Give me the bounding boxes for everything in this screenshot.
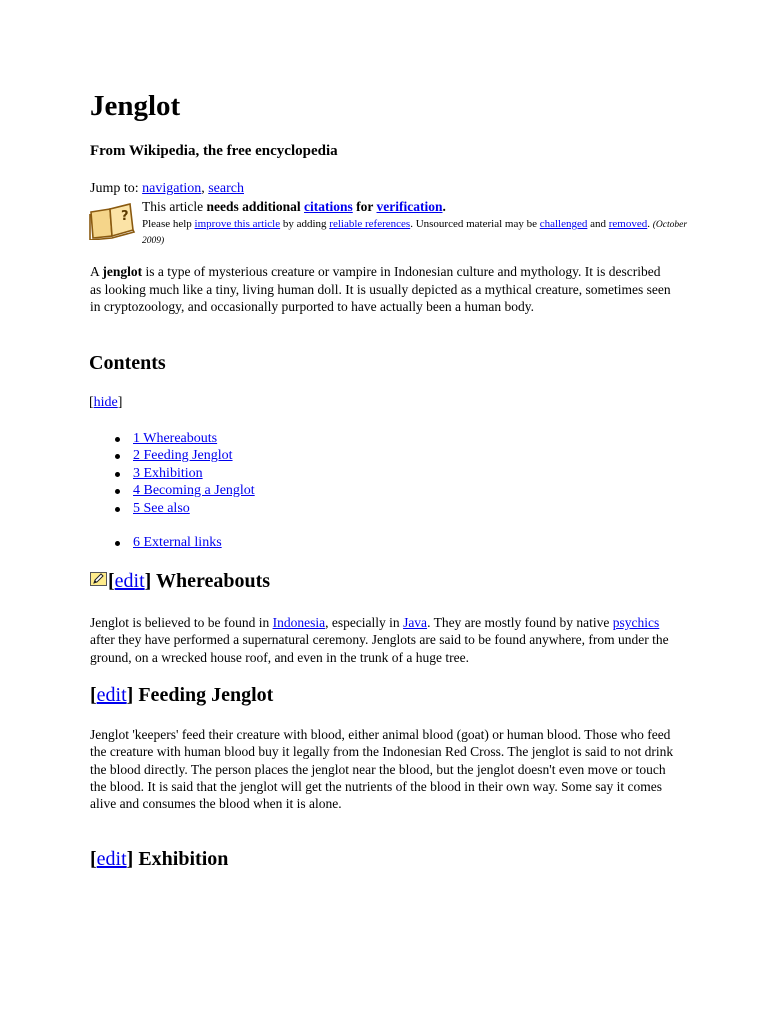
removed-link[interactable]: removed	[608, 218, 648, 230]
toc-bracket: ]	[117, 395, 123, 410]
paragraph-text: . They are mostly found by native	[427, 615, 613, 630]
toc-toggle	[89, 395, 122, 411]
toc-link-feeding-jenglot[interactable]: 2 Feeding Jenglot	[133, 448, 233, 464]
edit-bracket: [	[90, 684, 97, 706]
toc-link-see-also[interactable]: 5 See also	[133, 500, 190, 516]
toc-item	[133, 534, 255, 551]
notice-bold-for: for	[352, 199, 377, 214]
whereabouts-paragraph	[90, 614, 678, 666]
table-of-contents	[133, 430, 255, 552]
notice-date: (October 2009)	[142, 220, 688, 246]
notice-help-text: by adding	[280, 218, 330, 230]
notice-help-text: .	[647, 218, 653, 230]
intro-term: jenglot	[102, 264, 143, 279]
search-link[interactable]: search	[208, 181, 244, 196]
section-heading-whereabouts	[90, 570, 270, 593]
paragraph-text: Jenglot is believed to be found in	[90, 615, 273, 630]
psychics-link[interactable]: psychics	[612, 615, 660, 630]
svg-text:?: ?	[121, 209, 129, 224]
section-heading-exhibition	[90, 848, 228, 871]
toc-item	[133, 447, 255, 464]
jump-prefix: Jump to:	[90, 181, 143, 196]
notice-help-text: . Unsourced material may be	[410, 218, 540, 230]
toc-item	[133, 430, 255, 447]
reliable-references-link[interactable]: reliable references	[329, 218, 411, 230]
improve-article-link[interactable]: improve this article	[194, 218, 281, 230]
edit-link-exhibition[interactable]: edit	[96, 848, 127, 870]
contents-heading: Contents	[89, 352, 166, 374]
edit-bracket: ]	[126, 684, 139, 706]
toc-item	[133, 482, 255, 499]
java-link[interactable]: Java	[403, 615, 428, 630]
navigation-link[interactable]: navigation	[142, 181, 202, 196]
jump-sep: ,	[201, 181, 209, 196]
challenged-link[interactable]: challenged	[539, 218, 588, 230]
notice-main-line	[142, 199, 446, 215]
intro-text: A	[90, 264, 103, 279]
jump-to	[90, 181, 244, 197]
toc-item	[133, 500, 255, 517]
intro-text: is a type of mysterious creature or vampire in Indonesian culture and mythology. It is described as looking much like a tiny, living human doll. It is usually depicted as a mythical creature, sometimes seen in cryptozoology, and occasionally purported to have actually been a human body.	[90, 264, 671, 314]
page-title: Jenglot	[90, 90, 181, 122]
edit-link-whereabouts[interactable]: edit	[114, 570, 145, 592]
notice-help-text: Please help	[142, 218, 195, 230]
toc-link-whereabouts[interactable]: 1 Whereabouts	[133, 431, 218, 446]
edit-link-feeding-jenglot[interactable]: edit	[96, 684, 127, 706]
edit-pencil-icon[interactable]	[90, 572, 107, 586]
toc-link-becoming-a-jenglot[interactable]: 4 Becoming a Jenglot	[133, 483, 255, 499]
section-title: Whereabouts	[155, 570, 271, 592]
edit-bracket: [	[108, 570, 115, 592]
feeding-paragraph: Jenglot 'keepers' feed their creature with blood, either animal blood (goat) or human blood. Those who feed the creature with human blood buy it legally from the Indonesian Red Cross. The jenglot is said to not drink the blood directly. The person places the jenglot near the blood, but the jenglot doesn't even move or touch the blood. It is said that the jenglot will get the nutrients of the blood in their own way. Some say it comes alive and consumes the blood when it is alone.	[90, 727, 674, 812]
notice-help-text: and	[587, 218, 609, 230]
section-heading-feeding-jenglot	[90, 684, 273, 707]
notice-help-line	[142, 217, 688, 249]
book-question-icon	[88, 200, 136, 240]
notice-bold: needs additional	[206, 199, 305, 214]
indonesia-link[interactable]: Indonesia	[272, 615, 326, 630]
citation-notice	[88, 198, 688, 248]
toc-item	[133, 465, 255, 482]
paragraph-text: after they have performed a supernatural ceremony. Jenglots are said to be found anywhere, from under the ground, on a wrecked house roof, and even in the trunk of a huge tree.	[90, 632, 669, 665]
hide-toc-link[interactable]: hide	[93, 395, 118, 410]
edit-bracket: ]	[144, 570, 156, 592]
edit-bracket: [	[90, 848, 97, 870]
verification-link[interactable]: verification	[376, 199, 443, 214]
section-title: Exhibition	[138, 848, 229, 870]
site-subtitle: From Wikipedia, the free encyclopedia	[90, 143, 338, 159]
citations-link[interactable]: citations	[304, 199, 353, 214]
notice-period: .	[442, 199, 446, 214]
toc-bracket: [	[89, 395, 94, 410]
notice-text: This article	[142, 199, 207, 214]
intro-paragraph	[90, 263, 675, 316]
toc-link-exhibition[interactable]: 3 Exhibition	[133, 465, 203, 481]
toc-link-external-links[interactable]: 6 External links	[133, 535, 222, 551]
section-title: Feeding Jenglot	[138, 684, 274, 706]
paragraph-text: , especially in	[325, 615, 404, 630]
edit-bracket: ]	[126, 848, 139, 870]
